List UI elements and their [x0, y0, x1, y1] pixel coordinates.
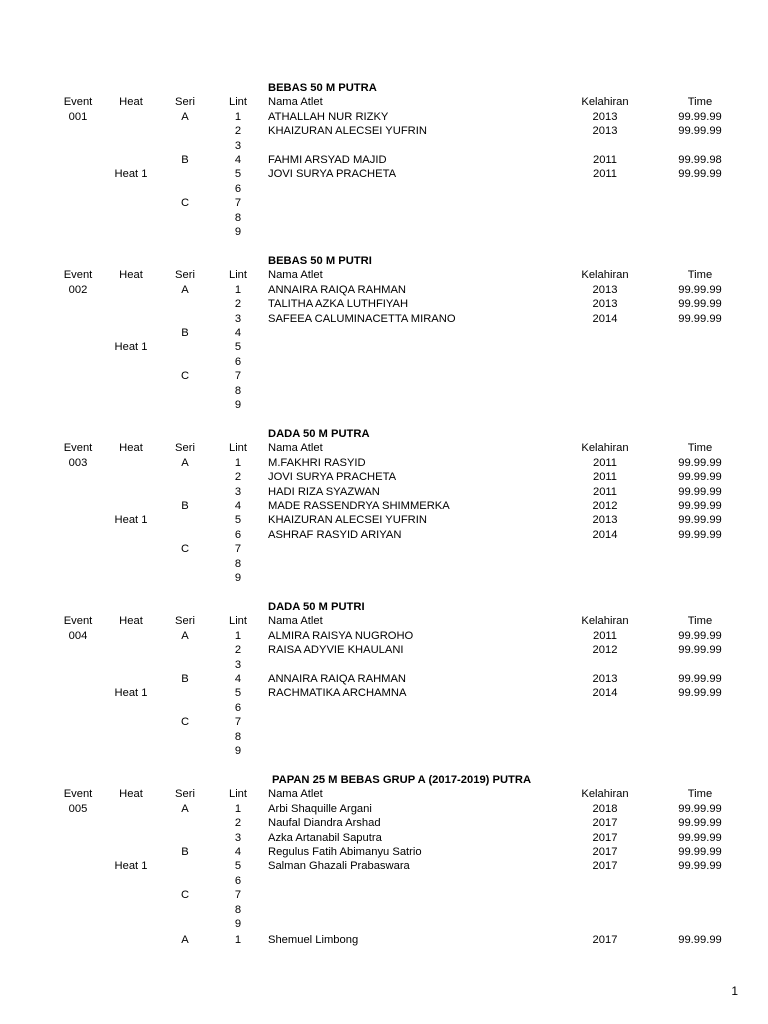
lint-cell: 8	[234, 211, 242, 224]
athlete-name: Salman Ghazali Prabaswara	[268, 860, 410, 873]
birth-year: 2018	[592, 802, 618, 815]
header-name: Nama Atlet	[268, 96, 323, 109]
birth-year: 2014	[592, 312, 618, 325]
header-time: Time	[687, 788, 713, 801]
entry-time: 99.99.99	[678, 831, 722, 844]
lint-cell: 1	[234, 283, 242, 296]
lint-cell: 5	[234, 341, 242, 354]
lint-cell: 6	[234, 182, 242, 195]
header-lint: Lint	[228, 615, 248, 628]
header-seri: Seri	[175, 442, 195, 455]
entry-time: 99.99.99	[678, 485, 722, 498]
lint-cell: 2	[234, 817, 242, 830]
header-year: Kelahiran	[581, 269, 629, 282]
lint-cell: 1	[234, 802, 242, 815]
seri-cell: C	[180, 889, 190, 902]
seri-cell: B	[181, 673, 189, 685]
lint-cell: 1	[234, 934, 242, 947]
lint-cell: 9	[234, 918, 242, 930]
header-year: Kelahiran	[581, 442, 629, 455]
header-heat: Heat	[119, 615, 143, 628]
lint-cell: 5	[234, 687, 242, 700]
entry-time: 99.99.99	[678, 500, 722, 512]
athlete-name: Shemuel Limbong	[268, 934, 359, 947]
event-number: 001	[68, 110, 88, 123]
athlete-name: ANNAIRA RAIQA RAHMAN	[268, 283, 407, 296]
header-heat: Heat	[119, 442, 143, 455]
birth-year: 2013	[592, 110, 618, 123]
lint-cell: 3	[234, 312, 242, 325]
header-lint: Lint	[228, 442, 248, 455]
birth-year: 2013	[592, 283, 618, 296]
lint-cell: 3	[234, 831, 242, 844]
header-time: Time	[687, 442, 713, 455]
event-number: 003	[68, 456, 88, 469]
seri-cell: B	[181, 846, 189, 858]
header-name: Nama Atlet	[268, 615, 323, 628]
lint-cell: 9	[234, 572, 242, 584]
header-seri: Seri	[175, 615, 195, 628]
header-name: Nama Atlet	[268, 788, 323, 801]
athlete-name: JOVI SURYA PRACHETA	[268, 471, 397, 484]
seri-cell: C	[180, 716, 190, 729]
entry-time: 99.99.99	[678, 817, 722, 830]
header-event: Event	[63, 96, 93, 109]
header-year: Kelahiran	[581, 788, 629, 801]
birth-year: 2011	[592, 168, 618, 181]
header-lint: Lint	[228, 269, 248, 282]
lint-cell: 7	[234, 889, 242, 902]
birth-year: 2012	[592, 500, 618, 512]
entry-time: 99.99.99	[678, 644, 722, 657]
athlete-name: SAFEEA CALUMINACETTA MIRANO	[268, 312, 456, 325]
athlete-name: TALITHA AZKA LUTHFIYAH	[268, 298, 409, 311]
entry-time: 99.99.99	[678, 168, 722, 181]
athlete-name: ANNAIRA RAIQA RAHMAN	[268, 673, 407, 685]
entry-time: 99.99.99	[678, 934, 722, 947]
entry-time: 99.99.99	[678, 312, 722, 325]
event-number: 002	[68, 283, 88, 296]
entry-time: 99.99.99	[678, 110, 722, 123]
athlete-name: ATHALLAH NUR RIZKY	[268, 110, 389, 123]
heat-label: Heat 1	[114, 341, 148, 354]
lint-cell: 6	[234, 355, 242, 368]
lint-cell: 3	[234, 485, 242, 498]
birth-year: 2017	[592, 831, 618, 844]
entry-time: 99.99.99	[678, 125, 722, 138]
lint-cell: 6	[234, 874, 242, 887]
athlete-name: Azka Artanabil Saputra	[268, 831, 382, 844]
header-seri: Seri	[175, 96, 195, 109]
lint-cell: 8	[234, 903, 242, 916]
lint-cell: 2	[234, 125, 242, 138]
seri-cell: A	[181, 456, 189, 469]
header-event: Event	[63, 788, 93, 801]
birth-year: 2017	[592, 846, 618, 858]
birth-year: 2011	[592, 456, 618, 469]
birth-year: 2013	[592, 514, 618, 527]
heat-label: Heat 1	[114, 168, 148, 181]
seri-cell: B	[181, 327, 189, 339]
athlete-name: Naufal Diandra Arshad	[268, 817, 381, 830]
header-heat: Heat	[119, 96, 143, 109]
seri-cell: A	[181, 629, 189, 642]
header-time: Time	[687, 269, 713, 282]
lint-cell: 5	[234, 860, 242, 873]
seri-cell: C	[180, 543, 190, 556]
entry-time: 99.99.99	[678, 514, 722, 527]
header-year: Kelahiran	[581, 96, 629, 109]
lint-cell: 6	[234, 528, 242, 541]
header-seri: Seri	[175, 269, 195, 282]
birth-year: 2011	[592, 471, 618, 484]
birth-year: 2017	[592, 817, 618, 830]
entry-time: 99.99.99	[678, 860, 722, 873]
entry-time: 99.99.98	[678, 154, 722, 166]
header-lint: Lint	[228, 96, 248, 109]
header-year: Kelahiran	[581, 615, 629, 628]
birth-year: 2014	[592, 528, 618, 541]
athlete-name: FAHMI ARSYAD MAJID	[268, 154, 387, 166]
lint-cell: 2	[234, 471, 242, 484]
header-name: Nama Atlet	[268, 269, 323, 282]
entry-time: 99.99.99	[678, 456, 722, 469]
entry-time: 99.99.99	[678, 298, 722, 311]
seri-cell: A	[181, 110, 189, 123]
entry-time: 99.99.99	[678, 471, 722, 484]
lint-cell: 7	[234, 543, 242, 556]
header-heat: Heat	[119, 269, 143, 282]
athlete-name: MADE RASSENDRYA SHIMMERKA	[268, 500, 450, 512]
lint-cell: 8	[234, 384, 242, 397]
header-time: Time	[687, 96, 713, 109]
header-event: Event	[63, 269, 93, 282]
lint-cell: 4	[234, 673, 242, 685]
athlete-name: RACHMATIKA ARCHAMNA	[268, 687, 407, 700]
lint-cell: 6	[234, 701, 242, 714]
lint-cell: 3	[234, 139, 242, 152]
header-event: Event	[63, 615, 93, 628]
lint-cell: 4	[234, 327, 242, 339]
header-event: Event	[63, 442, 93, 455]
lint-cell: 4	[234, 154, 242, 166]
birth-year: 2013	[592, 673, 618, 685]
lint-cell: 7	[234, 370, 242, 383]
birth-year: 2011	[592, 629, 618, 642]
heat-label: Heat 1	[114, 514, 148, 527]
header-seri: Seri	[175, 788, 195, 801]
lint-cell: 7	[234, 197, 242, 210]
heat-label: Heat 1	[114, 860, 148, 873]
event-title: BEBAS 50 M PUTRI	[268, 255, 372, 267]
header-time: Time	[687, 615, 713, 628]
lint-cell: 5	[234, 514, 242, 527]
seri-cell: A	[181, 802, 189, 815]
lint-cell: 7	[234, 716, 242, 729]
athlete-name: KHAIZURAN ALECSEI YUFRIN	[268, 514, 427, 527]
seri-cell: A	[181, 283, 189, 296]
page-number: 1	[731, 984, 738, 998]
lint-cell: 1	[234, 456, 242, 469]
entry-time: 99.99.99	[678, 283, 722, 296]
lint-cell: 8	[234, 557, 242, 570]
header-heat: Heat	[119, 788, 143, 801]
athlete-name: KHAIZURAN ALECSEI YUFRIN	[268, 125, 427, 138]
birth-year: 2011	[592, 154, 618, 166]
birth-year: 2017	[592, 860, 618, 873]
birth-year: 2012	[592, 644, 618, 657]
entry-time: 99.99.99	[678, 802, 722, 815]
entry-time: 99.99.99	[678, 629, 722, 642]
lint-cell: 4	[234, 500, 242, 512]
lint-cell: 1	[234, 629, 242, 642]
athlete-name: M.FAKHRI RASYID	[268, 456, 366, 469]
entry-time: 99.99.99	[678, 846, 722, 858]
heat-label: Heat 1	[114, 687, 148, 700]
lint-cell: 9	[234, 745, 242, 757]
entry-time: 99.99.99	[678, 528, 722, 541]
athlete-name: ASHRAF RASYID ARIYAN	[268, 528, 402, 541]
birth-year: 2014	[592, 687, 618, 700]
event-title: DADA 50 M PUTRI	[268, 601, 365, 613]
lint-cell: 5	[234, 168, 242, 181]
lint-cell: 1	[234, 110, 242, 123]
birth-year: 2017	[592, 934, 618, 947]
birth-year: 2013	[592, 125, 618, 138]
lint-cell: 4	[234, 846, 242, 858]
athlete-name: HADI RIZA SYAZWAN	[268, 485, 380, 498]
seri-cell: A	[181, 934, 189, 947]
lint-cell: 8	[234, 730, 242, 743]
header-name: Nama Atlet	[268, 442, 323, 455]
header-lint: Lint	[228, 788, 248, 801]
lint-cell: 9	[234, 399, 242, 411]
event-number: 005	[68, 802, 88, 815]
birth-year: 2011	[592, 485, 618, 498]
event-title: BEBAS 50 M PUTRA	[268, 82, 377, 94]
athlete-name: Regulus Fatih Abimanyu Satrio	[268, 846, 422, 858]
event-title: PAPAN 25 M BEBAS GRUP A (2017-2019) PUTRA	[272, 774, 532, 786]
seri-cell: C	[180, 370, 190, 383]
lint-cell: 2	[234, 644, 242, 657]
event-number: 004	[68, 629, 88, 642]
lint-cell: 3	[234, 658, 242, 671]
seri-cell: C	[180, 197, 190, 210]
entry-time: 99.99.99	[678, 673, 722, 685]
entry-time: 99.99.99	[678, 687, 722, 700]
event-title: DADA 50 M PUTRA	[268, 428, 370, 440]
seri-cell: B	[181, 500, 189, 512]
birth-year: 2013	[592, 298, 618, 311]
athlete-name: JOVI SURYA PRACHETA	[268, 168, 397, 181]
lint-cell: 9	[234, 226, 242, 238]
lint-cell: 2	[234, 298, 242, 311]
athlete-name: Arbi Shaquille Argani	[268, 802, 372, 815]
athlete-name: ALMIRA RAISYA NUGROHO	[268, 629, 414, 642]
athlete-name: RAISA ADYVIE KHAULANI	[268, 644, 404, 657]
seri-cell: B	[181, 154, 189, 166]
